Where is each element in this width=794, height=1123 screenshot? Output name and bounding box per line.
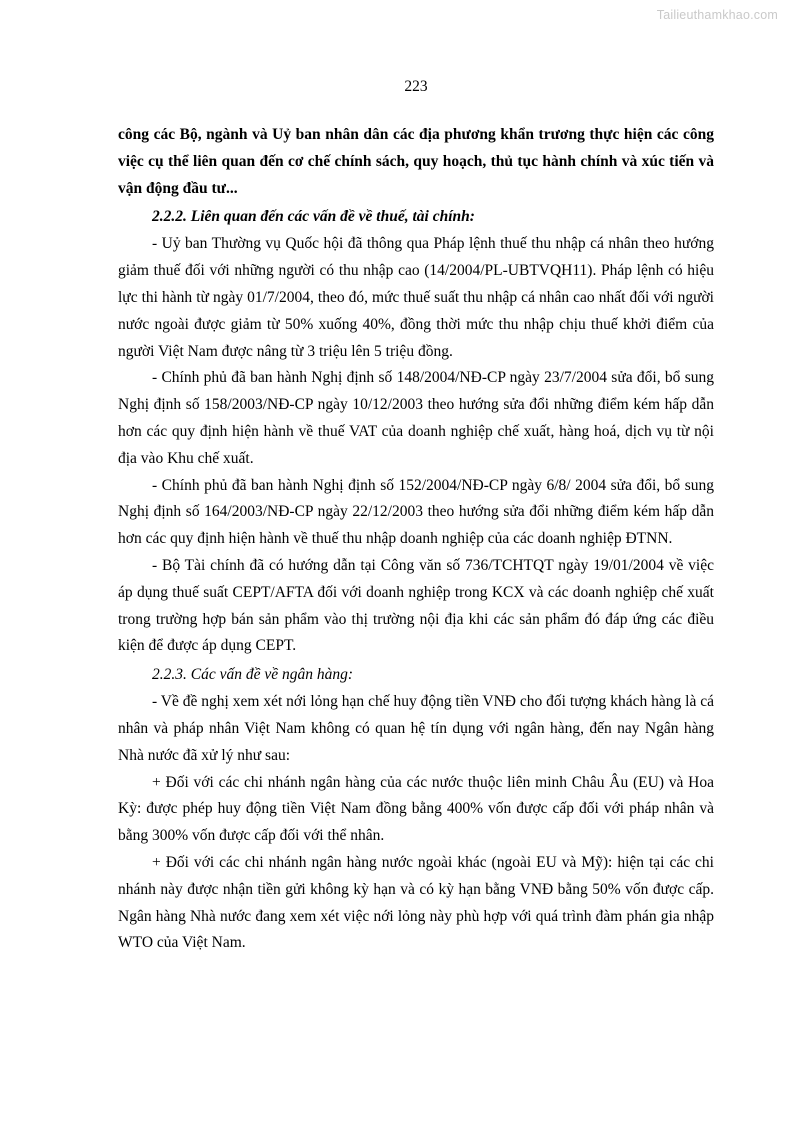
- paragraph-5: - Về đề nghị xem xét nới lỏng hạn chế huy động tiền VNĐ cho đối tượng khách hàng là cá nhân và pháp nhân Việt Nam không có quan hệ tín dụng với ngân hàng, đến nay Ngân hàng Nhà nước đã xử lý như sau:: [118, 693, 714, 764]
- section-heading-2-2-3: 2.2.3. Các vấn đề về ngân hàng:: [152, 666, 354, 684]
- section-heading-2-2-2: 2.2.2. Liên quan đến các vấn đề về thuế, tài chính:: [152, 208, 475, 226]
- page-number: 223: [404, 78, 428, 95]
- intro-paragraph: công các Bộ, ngành và Uỷ ban nhân dân các địa phương khẩn trương thực hiện các công việc cụ thể liên quan đến cơ chế chính sách, quy hoạch, thủ tục hành chính và xúc tiến và vận động đầu tư...: [118, 126, 714, 197]
- paragraph-2: - Chính phủ đã ban hành Nghị định số 148/2004/NĐ-CP ngày 23/7/2004 sửa đổi, bổ sung Nghị định số 158/2003/NĐ-CP ngày 10/12/2003 theo hướng sửa đổi những điểm kém hấp dẫn hơn các quy định hiện hành về thuế VAT của doanh nghiệp chế xuất, hàng hoá, dịch vụ từ nội địa vào Khu chế xuất.: [118, 369, 714, 467]
- paragraph-6: + Đối với các chi nhánh ngân hàng của các nước thuộc liên minh Châu Âu (EU) và Hoa Kỳ: được phép huy động tiền Việt Nam đồng bằng 400% vốn được cấp đối với pháp nhân và bằng 300% vốn được cấp đối với thể nhân.: [118, 773, 714, 845]
- paragraph-1: - Uỷ ban Thường vụ Quốc hội đã thông qua Pháp lệnh thuế thu nhập cá nhân theo hướng giảm thuế đối với những người có thu nhập cao (14/2004/PL-UBTVQH11). Pháp lệnh có hiệu lực thi hành từ ngày 01/7/2004, theo đó, mức thuế suất thu nhập cá nhân cao nhất đối với người nước ngoài được giảm từ 50% xuống 40%, đồng thời mức thu nhập chịu thuế khởi điểm của người Việt Nam được nâng từ 3 triệu lên 5 triệu đồng.: [118, 235, 714, 360]
- paragraph-7: + Đối với các chi nhánh ngân hàng nước ngoài khác (ngoài EU và Mỹ): hiện tại các chi nhánh này được nhận tiền gửi không kỳ hạn và có kỳ hạn bằng VNĐ bằng 50% vốn được cấp. Ngân hàng Nhà nước đang xem xét việc nới lỏng này phù hợp với quá trình đàm phán gia nhập WTO của Việt Nam.: [118, 853, 714, 952]
- page-content: [118, 78, 714, 957]
- paragraph-4: - Bộ Tài chính đã có hướng dẫn tại Công văn số 736/TCHTQT ngày 19/01/2004 về việc áp dụng thuế suất CEPT/AFTA đối với doanh nghiệp trong KCX và các doanh nghiệp chế xuất trong trường hợp bán sản phẩm vào thị trường nội địa khi các sản phẩm đó đáp ứng các điều kiện để được áp dụng CEPT.: [118, 557, 714, 655]
- paragraph-3: - Chính phủ đã ban hành Nghị định số 152/2004/NĐ-CP ngày 6/8/ 2004 sửa đổi, bổ sung Nghị định số 164/2003/NĐ-CP ngày 22/12/2003 theo hướng sửa đổi những điểm kém hấp dẫn hơn các quy định hiện hành về thuế thu nhập doanh nghiệp của các doanh nghiệp ĐTNN.: [118, 476, 714, 548]
- watermark-text: Tailieuthamkhao.com: [656, 8, 778, 22]
